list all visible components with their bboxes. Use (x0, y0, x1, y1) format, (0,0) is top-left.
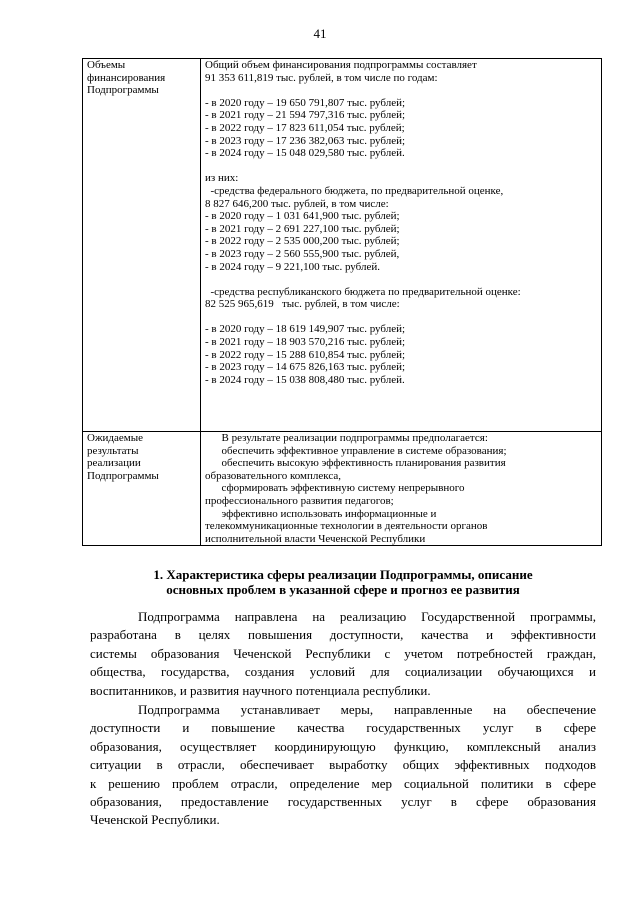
republic-intro-line: 82 525 965,619 тыс. рублей, в том числе: (205, 298, 400, 311)
republic-intro-line: -средства республиканского бюджета по предварительной оценке: (205, 285, 521, 298)
paragraph-line: разработана в целях повышения доступности, качества и эффективности (90, 627, 596, 643)
financing-content-cell (201, 59, 602, 432)
result-line: В результате реализации подпрограммы предполагается: (205, 432, 488, 444)
financing-intro-line: Общий объем финансирования подпрограммы составляет (205, 59, 477, 71)
republic-year-line: - в 2020 году – 18 619 149,907 тыс. рублей; (205, 323, 406, 336)
results-label-cell (83, 432, 201, 546)
financing-label-line: Объемы (87, 59, 126, 71)
paragraph-line: Чеченской Республики. (90, 812, 220, 828)
financing-label-line: Подпрограммы (87, 84, 159, 97)
result-line: профессионального развития педагогов; (205, 494, 394, 507)
paragraph-line: воспитанников, и развития научного потенциала республики. (90, 682, 431, 698)
total-year-line: - в 2020 году – 19 650 791,807 тыс. рублей; (205, 96, 406, 109)
result-line: образовательного комплекса, (205, 469, 341, 482)
financing-intro-line: 91 353 611,819 тыс. рублей, в том числе по годам: (205, 71, 438, 84)
result-line: сформировать эффективную систему непрерывного (205, 482, 465, 495)
financing-row (83, 59, 602, 432)
result-line: обеспечить эффективное управление в системе образования; (205, 444, 507, 457)
result-line: телекоммуникационные технологии в деятельности органов (205, 520, 488, 533)
republic-year-line: - в 2021 году – 18 903 570,216 тыс. рублей; (205, 336, 406, 349)
paragraph-line: Подпрограмма устанавливает меры, направленные на обеспечение (138, 702, 596, 717)
paragraph-line: образования, осуществляет координирующую функцию, комплексный анализ (90, 738, 596, 754)
paragraph-line: Подпрограмма направлена на реализацию Государственной программы, (138, 609, 596, 624)
paragraph-2 (90, 701, 596, 830)
total-year-line: - в 2022 году – 17 823 611,054 тыс. рублей; (205, 121, 405, 134)
section-heading-line: 1. Характеристика сферы реализации Подпрограммы, описание (153, 567, 533, 582)
paragraph-line: системы образования Чеченской Республики с учетом потребностей граждан, (90, 645, 596, 661)
section-heading (90, 567, 596, 597)
page-number: 41 (313, 26, 327, 41)
federal-year-line: - в 2024 году – 9 221,100 тыс. рублей. (205, 260, 380, 273)
subprogram-passport-table (82, 58, 602, 546)
results-label-line: результаты (87, 444, 139, 457)
federal-intro-line: 8 827 646,200 тыс. рублей, в том числе: (205, 197, 389, 210)
federal-year-line: - в 2021 году – 2 691 227,100 тыс. рублей; (205, 222, 400, 235)
paragraph-line: ситуации в отрасли, обеспечивает выработку общих эффективных подходов (90, 757, 596, 773)
result-line: обеспечить высокую эффективность планирования развития (205, 457, 506, 470)
total-year-line: - в 2024 году – 15 048 029,580 тыс. рублей. (205, 147, 405, 160)
paragraph-1 (90, 608, 596, 700)
of-them-line: из них: (205, 172, 239, 185)
paragraph-line: доступности и повышение качества государственных услуг в сфере (90, 720, 596, 736)
expected-results-row (83, 432, 602, 546)
republic-year-line: - в 2022 году – 15 288 610,854 тыс. рублей; (205, 348, 406, 361)
results-label-line: реализации (87, 457, 141, 470)
financing-label-cell (83, 59, 201, 432)
result-line: исполнительной власти Чеченской Республики (205, 532, 426, 545)
paragraph-line: общества, государства, создания условий для социализации обучающихся и (90, 664, 596, 680)
paragraph-line: образования, предоставление государственных услуг в сфере образования (90, 794, 596, 810)
results-label-line: Подпрограммы (87, 469, 159, 482)
federal-year-line: - в 2020 году – 1 031 641,900 тыс. рублей; (205, 210, 400, 223)
republic-year-line: - в 2023 году – 14 675 826,163 тыс. рублей; (205, 361, 406, 374)
total-year-line: - в 2021 году – 21 594 797,316 тыс. рублей; (205, 109, 406, 122)
republic-year-line: - в 2024 году – 15 038 808,480 тыс. рублей. (205, 373, 405, 386)
federal-intro-line: -средства федерального бюджета, по предварительной оценке, (205, 184, 504, 197)
results-content-cell (201, 432, 602, 546)
result-line: эффективно использовать информационные и (205, 507, 437, 520)
financing-label-line: финансирования (87, 71, 166, 84)
federal-year-line: - в 2023 году – 2 560 555,900 тыс. рублей, (205, 247, 400, 260)
results-label-line: Ожидаемые (87, 432, 144, 444)
total-year-line: - в 2023 году – 17 236 382,063 тыс. рублей; (205, 134, 406, 147)
federal-year-line: - в 2022 году – 2 535 000,200 тыс. рублей; (205, 235, 400, 248)
paragraph-line: к решению проблем отрасли, определение мер социальной политики в сфере (90, 775, 596, 791)
section-heading-line: основных проблем в указанной сфере и прогноз ее развития (166, 582, 520, 597)
